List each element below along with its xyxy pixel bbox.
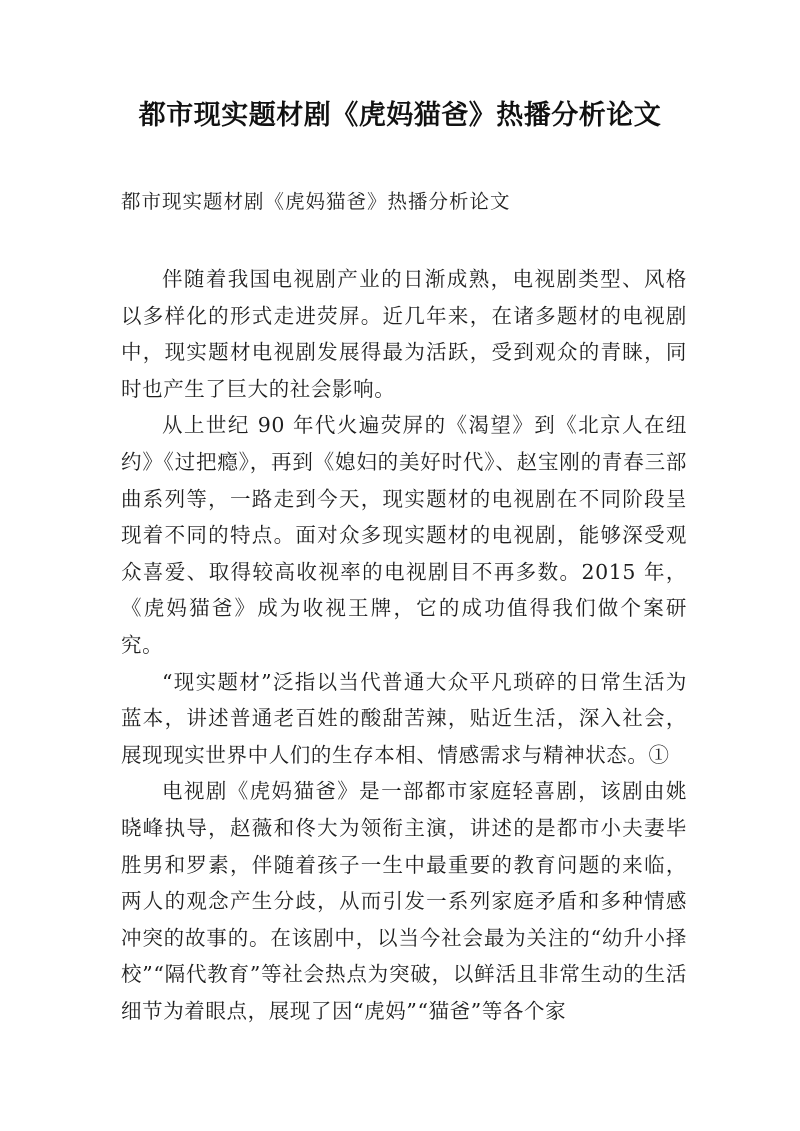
paragraph-3: “现实题材”泛指以当代普通大众平凡琐碎的日常生活为蓝本，讲述普通老百姓的酸甜苦辣，贴近生活，深入社会，展现现实世界中人们的生存本相、情感需求与精神状态。①	[121, 669, 687, 767]
paragraph-2: 从上世纪 90 年代火遍荧屏的《渴望》到《北京人在纽约》《过把瘾》，再到《媳妇的美好时代》、赵宝刚的青春三部曲系列等，一路走到今天，现实题材的电视剧在不同阶段呈现着不同的特点。面对众多现实题材的电视剧，能够深受观众喜爱、取得较高收视率的电视剧目不再多数。2015 年，《虎妈猫爸》成为收视王牌，它的成功值得我们做个案研究。	[121, 413, 687, 657]
paragraph-4: 电视剧《虎妈猫爸》是一部都市家庭轻喜剧，该剧由姚晓峰执导，赵薇和佟大为领衔主演，讲述的是都市小夫妻毕胜男和罗素，伴随着孩子一生中最重要的教育问题的来临，两人的观念产生分歧，从而引发一系列家庭矛盾和多种情感冲突的故事的。在该剧中，以当今社会最为关注的“幼升小择校”“隔代教育”等社会热点为突破，以鲜活且非常生动的生活细节为着眼点，展现了因“虎妈”“猫爸”等各个家	[121, 779, 687, 1023]
document-body	[121, 261, 687, 1029]
document-subtitle: 都市现实题材剧《虎妈猫爸》热播分析论文	[121, 190, 511, 213]
paragraph-1: 伴随着我国电视剧产业的日渐成熟，电视剧类型、风格以多样化的形式走进荧屏。近几年来，在诸多题材的电视剧中，现实题材电视剧发展得最为活跃，受到观众的青睐，同时也产生了巨大的社会影响。	[121, 267, 687, 401]
document-title: 都市现实题材剧《虎妈猫爸》热播分析论文	[138, 100, 662, 131]
